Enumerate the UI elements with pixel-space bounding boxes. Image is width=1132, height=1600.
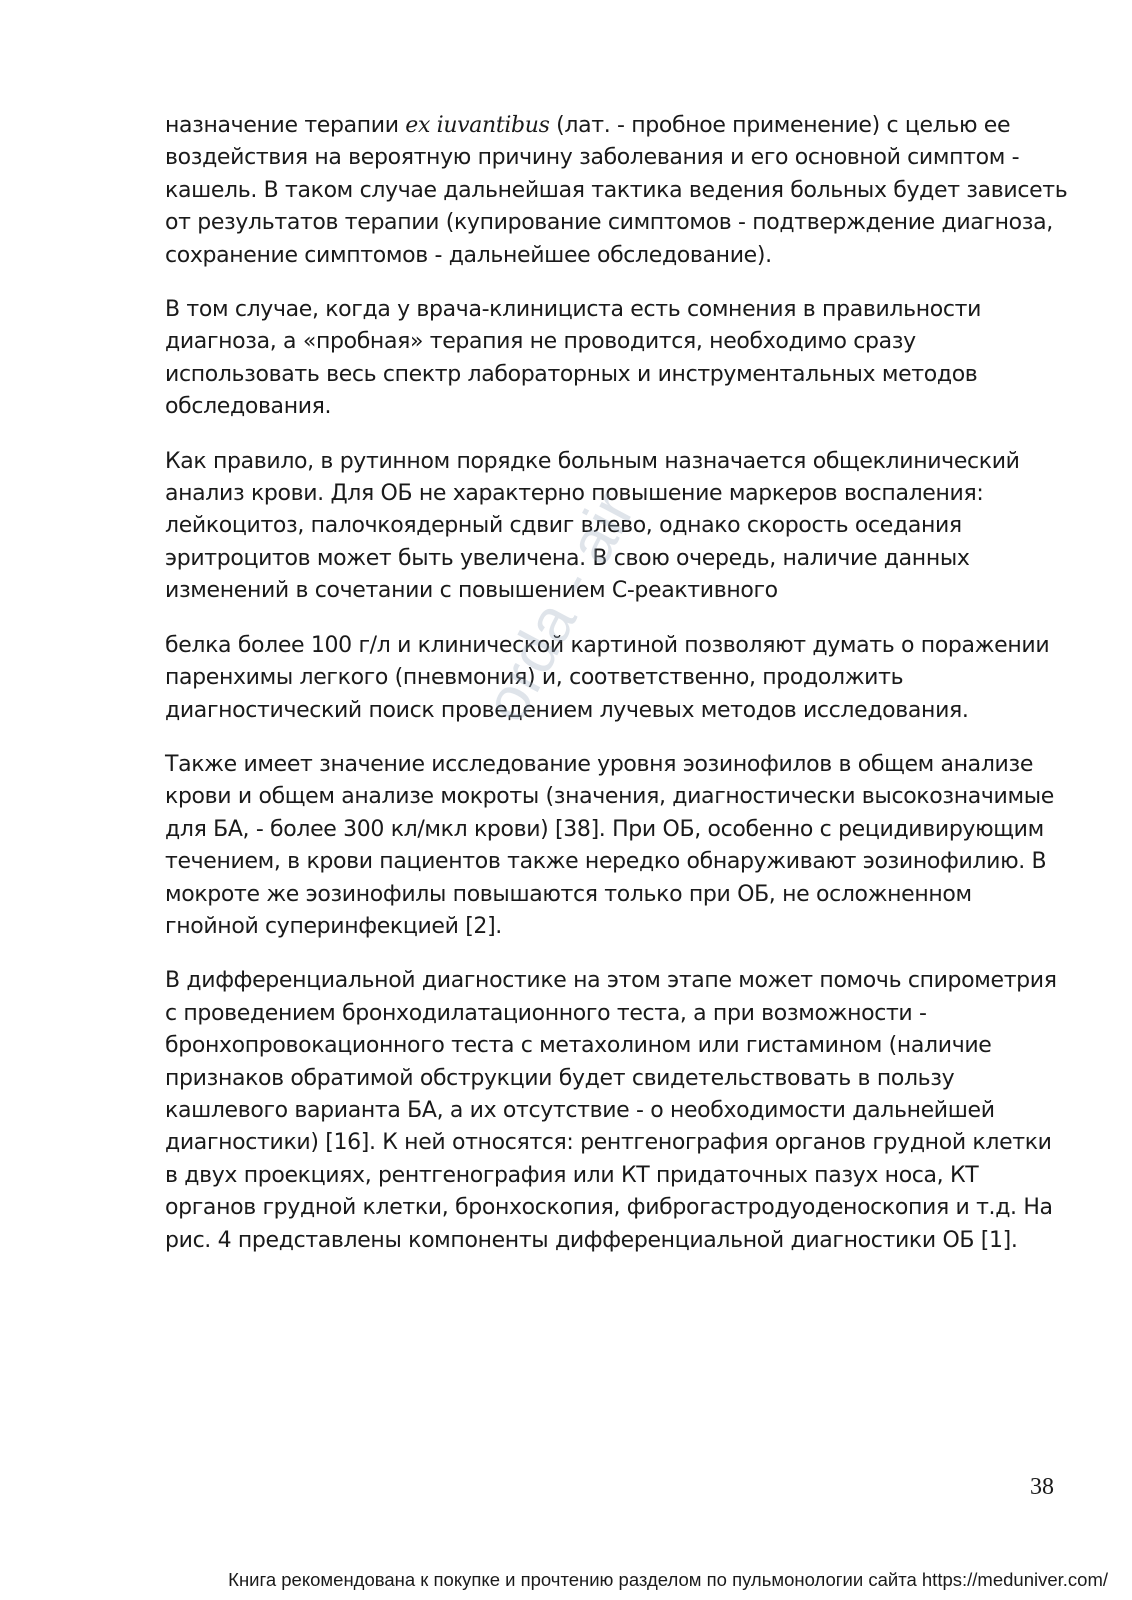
- paragraph-4: [165, 630, 1070, 727]
- paragraph-1-text-2: (лат. - пробное применение) с целью ее воздействия на вероятную причину заболевания и его основной симптом - кашель. В таком случае дальнейшая тактика ведения больных будет зависеть от результатов терапии (купирование симптомов - подтверждение диагноза, сохранение симптомов - дальнейшее обследование).: [165, 113, 1068, 268]
- watermark: orda - air: [470, 481, 649, 733]
- paragraph-3-text: Как правило, в рутинном порядке больным назначается общеклинический анализ крови. Для ОБ не характерно повышение маркеров воспаления: лейкоцитоз, палочкоядерный сдвиг влево, однако скорость оседания эритроцитов может быть увеличена. В свою очередь, наличие данных изменений в сочетании с повышением С-реактивного: [165, 448, 1020, 604]
- paragraph-6-text: В дифференциальной диагностике на этом этапе может помочь спирометрия с проведением бронходилатационного теста, а при возможности - бронхопровокационного теста с метахолином или гистамином (наличие признаков обратимой обструкции будет свидетельствовать в пользу кашлевого варианта БА, а их отсутствие - о необходимости дальнейшей диагностики) [16]. К ней относятся: рентгенография органов грудной клетки в двух проекциях, рентгенография или КТ придаточных пазух носа, КТ органов грудной клетки, бронхоскопия, фиброгастродуоденоскопия и т.д. На рис. 4 представлены компоненты дифференциальной диагностики ОБ [1].: [165, 968, 1057, 1253]
- paragraph-1-latin-term: ex iuvantibus: [405, 113, 550, 138]
- footer-note: Книга рекомендована к покупке и прочтению разделом по пульмонологии сайта https://meduniver.com/: [228, 1569, 1108, 1590]
- paragraph-1: [165, 110, 1070, 272]
- paragraph-2-text: В том случае, когда у врача-клинициста есть сомнения в правильности диагноза, а «пробная» терапия не проводится, необходимо сразу использовать весь спектр лабораторных и инструментальных методов обследования.: [165, 297, 982, 420]
- page-number: 38: [1030, 1474, 1054, 1500]
- paragraph-1-text-1: назначение терапии: [165, 113, 406, 138]
- paragraph-5-text: Также имеет значение исследование уровня эозинофилов в общем анализе крови и общем анализе мокроты (значения, диагностически высокозначимые для БА, - более 300 кл/мкл крови) [38]. При ОБ, особенно с рецидивирующим течением, в крови пациентов также нередко обнаруживают эозинофилию. В мокроте же эозинофилы повышаются только при ОБ, не осложненном гнойной суперинфекцией [2].: [165, 751, 1054, 939]
- page-body: [165, 110, 1070, 1279]
- paragraph-4-text: белка более 100 г/л и клинической картиной позволяют думать о поражении паренхимы легкого (пневмония) и, соответственно, продолжить диагностический поиск проведением лучевых методов исследования.: [165, 632, 1050, 723]
- paragraph-2: [165, 294, 1070, 424]
- paragraph-6: [165, 965, 1070, 1257]
- paragraph-3: [165, 446, 1070, 608]
- paragraph-5: [165, 749, 1070, 943]
